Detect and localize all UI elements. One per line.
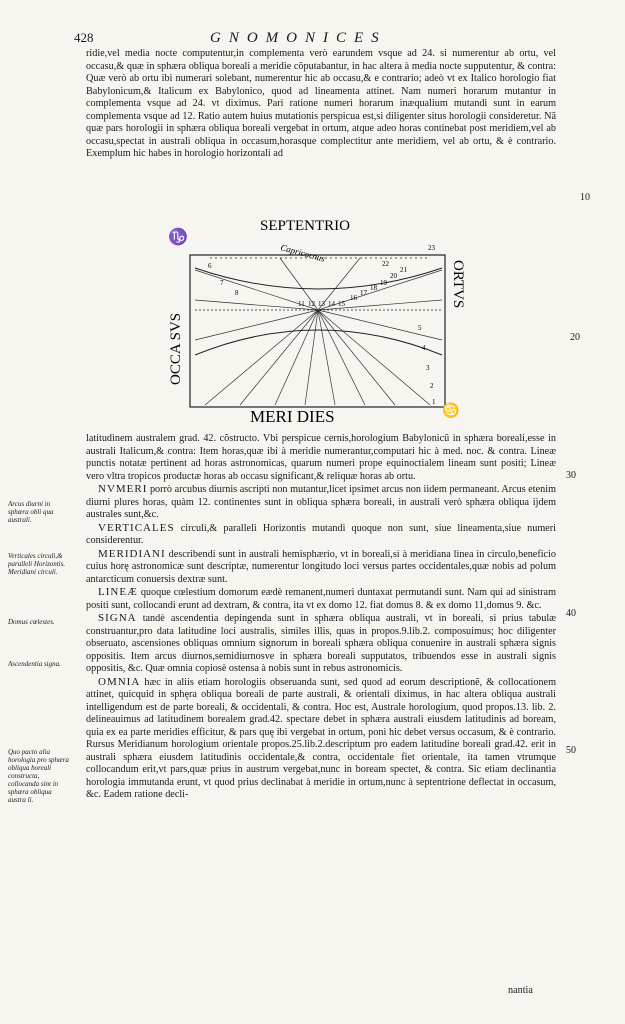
svg-text:7: 7 [220,279,224,287]
tropic-curve-south [195,330,442,355]
svg-text:16: 16 [350,294,357,302]
page-number: 428 [74,30,94,45]
paragraph: ridie,vel media nocte computentur,in complementa verò earundem vsque ad 24. si numerentur ab ortu, vel occasu,& quæ in sphæra obliqua boreali a meridie cõputabantur, in hac altera à media nocte supputentur, & contra: Quæ verò ab ortu ibi numerari solebant, numerentur hic ab occasu,& e contrario; adeò vt ex Italico horologio fiat Babylonicum,& Italicum ex Babylonico, quod ad lineamenta attinet. Nam numeri horarum mutantur in complementa vsque ad 24. vt diximus. Pari ratione numeri horarum inæqualium mutandi sunt in earum complementa vsque ad 12. Ratio autem huius mutationis perspicua est,si diligenter situs horologii consideretur. Nã quæ pars horologii in sphæra obliqua boreali vergebat in ortum, atque adeo horas continebat post meridiem,vel ab occasu,spectat in australi obliqua in occasum,horasque complectitur ante meridiem, vel ab ortu, & è contrario. Exemplum hic habes in horologio horizontali ad [86,48,556,159]
running-title: GNOMONICES [210,30,387,46]
septentrio-label: SEPTENTRIO [260,218,350,234]
svg-text:20: 20 [390,272,397,280]
paragraph-lead: SIGNA [98,612,137,624]
svg-text:18: 18 [370,284,377,292]
paragraph: OMNIA hæc in aliis etiam horologiis obseruanda sunt, sed quod ad eorum descriptionẽ, & collocationem attinet, quicquid in sphęra obliqua boreali de parte australi, & orientali diximus, in hac altera obliqua australi intelligendum est de parte boreali, & occidentali, & contra. Hoc est, Australe horologium, quod propos.13. lib. 2. delineauimus ad latitudinem borealem grad.42. spectare debet in sphæra australi eiusdem latitudinis ad boream, quia ex ea parte meridies efficitur, & pars quę ibi vergebat in ortum, poni hic debet versus occasum, & è contrario. Rursus Meridianum horologium orientale propos.25.lib.2.descriptum pro eadem latitudine boreali grad.42. erit in australi sphæra eiusdem latitudinis occidentale,& contra, occidentale fiet orientale, ita tamen vtrumque collocandum erit,vt pars,quæ prius in austrum vergebat,nunc in boream spectet, & contra. Sic etiam declinantia horologia immutanda erunt, vt quod prius declinabat à meridie in ortum,nunc à septentrione deflectat in occasum, &c. Eadem ratione decli- [86,675,557,800]
meridies-label: MERI DIES [250,407,335,426]
capricornus-arc-label: Capricornus [279,242,327,264]
top-text-block [86,48,556,161]
svg-text:19: 19 [380,279,387,287]
paragraph: LINEÆ quoque cœlestium domorum eædè remanent,numeri duntaxat permutandi sunt. Nam qui ad sinistram positi sunt, collocandi erunt ad dextram, & contra, ita vt ex domo 12. fiat domus 8. & ex domo 11,domus 9. &c. [86,586,557,611]
svg-text:14: 14 [328,300,335,308]
paragraph-lead: MERIDIANI [98,547,166,560]
paragraph: latitudinem australem grad. 42. cõstructo. Vbi perspicue cernis,horologium Babylonicũ in sphæra boreali,esse in australi Italicum,& contra: Item horas,quæ ibi à meridie numerantur,computari hic à med. noc. & contra. Lineæ punctis notatæ pertinent ad horas astronomicas, quarum numeri prope equinoctialem lineam sunt positi; Lineæ vero vltra tropicos productæ horas ab occasu significant,& reliquæ horas ab ortu. [86,433,556,482]
svg-text:1: 1 [432,398,436,406]
margin-note-verticales: Verticales circuli,& paralleli Horizontis. Meridiani circuli. [8,552,66,576]
line-number-40: 40 [566,608,576,619]
bottom-text-block [86,433,556,802]
margin-note-quo-pacto: Quo pacto alia horologia pro sphæra obliqua boreali constructa, collocanda sint in sphæra obliqua austra li. [8,748,69,804]
svg-text:4: 4 [422,344,426,352]
hour-numbers [208,244,436,406]
svg-text:17: 17 [360,289,367,297]
ortus-label: ORTVS [450,260,466,309]
svg-text:6: 6 [208,262,212,270]
svg-text:2: 2 [430,382,434,390]
margin-note-ascendentia: Ascendentia signa. [8,660,61,668]
margin-note-domus: Domus cœlestes. [8,618,55,626]
line-number-20: 20 [570,332,580,343]
line-number-50: 50 [566,745,576,756]
line-number-30: 30 [566,470,576,481]
line-number-10: 10 [580,192,590,203]
paragraph-lead: OMNIA [98,675,141,688]
svg-text:5: 5 [418,324,422,332]
svg-text:15: 15 [338,300,345,308]
horizontal-sundial-diagram [160,210,466,426]
paragraph: VERTICALES circuli,& paralleli Horizontis mutandi quoque non sunt, siue lineamenta,siue numeri considerentur. [86,521,557,546]
paragraph-lead: VERTICALES [98,521,175,534]
svg-text:13: 13 [318,300,325,308]
hour-lines [195,258,442,405]
svg-text:3: 3 [426,364,430,372]
svg-text:8: 8 [235,289,239,297]
svg-text:11: 11 [298,300,305,308]
svg-text:12: 12 [308,300,315,308]
paragraph: SIGNA tandè ascendentia depingenda sunt in sphæra obliqua australi, vt in boreali, si prius tabulæ construantur,pro data latitudine loci australis, similes illis, quas in propos.9.lib.2. composuimus; hoc diligenter obseruato, ascensiones obliquas omnium signorum in boreali sphæra obliqua conuenire in australi sphæra signis oppositis. Item arcus diurnos,semidiurnosve in sphæra boreali supputatos, tribuendos esse in australi signis oppositis, &c. Quæ omnia copiosè ostensa à nobis sunt in rebus astronomicis. [86,612,556,674]
paragraph-lead: LINEÆ [98,586,138,598]
catchword: nantia [508,985,533,996]
svg-text:23: 23 [428,244,435,252]
svg-text:21: 21 [400,266,407,274]
occasus-label: OCCA SVS [168,312,184,385]
svg-text:22: 22 [382,260,389,268]
margin-note-arcus-diurni: Arcus diurni in sphæra obli qua australi. [8,500,54,524]
paragraph: MERIDIANI describendi sunt in australi hemisphærio, vt in boreali,si à meridiana linea in circulo,beneficio cuius horę astronomicæ sunt descriptæ, numerentur longitudo loci versus partes occidentales,quæ nobis ad polum antarcticum conuersis dextræ sunt. [86,547,556,585]
capricorn-sign-icon: ♑ [168,229,188,246]
paragraph: NVMERI porrò arcubus diurnis ascripti non mutantur,licet ipsimet arcus non iidem permaneant. Arcus etenim diurni plures horas, quàm 12. continentes sunt in obliqua sphæra boreali, in australi verò sphæra obliqua ijdem australes sunt,&c. [86,483,556,520]
cancer-sign-icon: ♋ [442,404,460,419]
paragraph-lead: NVMERI [98,483,148,495]
